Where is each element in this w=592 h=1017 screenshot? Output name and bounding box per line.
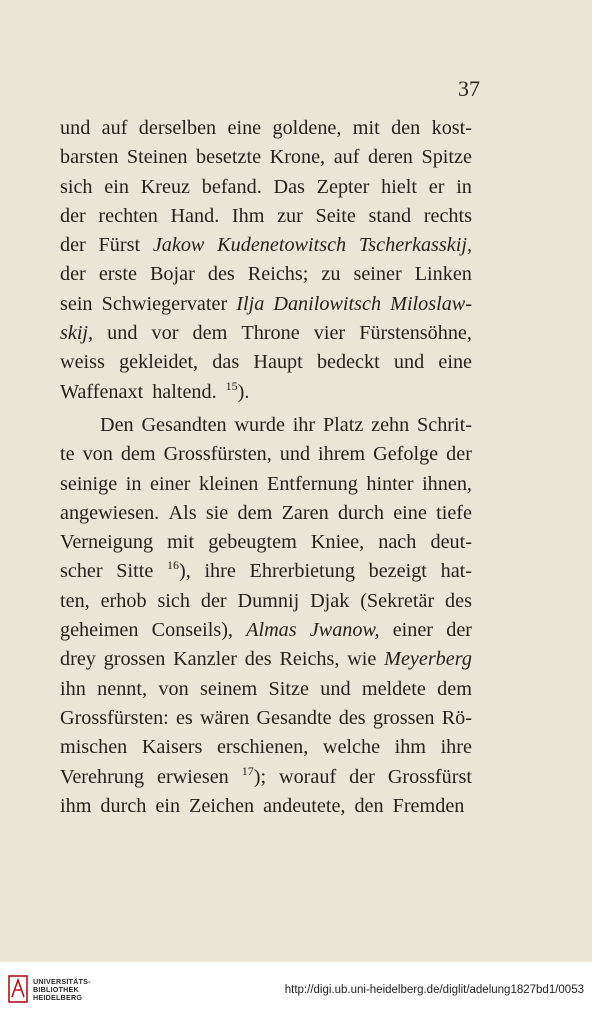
word: sie [205, 501, 229, 524]
word: eine [438, 351, 472, 374]
word: hielt [381, 175, 417, 198]
text-line [60, 792, 472, 821]
word: besetzte [196, 146, 262, 169]
word: von [82, 443, 113, 466]
body-text [60, 114, 472, 821]
word: des [338, 706, 366, 729]
text-line [60, 616, 472, 645]
word: hinter [366, 472, 414, 495]
word: drey [60, 648, 96, 671]
word: ihre [440, 736, 472, 759]
word: Reichs; [247, 263, 309, 286]
word: wie [347, 648, 377, 671]
text-line [60, 470, 472, 499]
footer-bar [0, 962, 592, 1017]
word: ihnen, [422, 472, 472, 495]
word: bezeigt [368, 560, 427, 583]
word: Danilowitsch [273, 292, 382, 315]
word: eine [393, 501, 427, 524]
word: des [207, 263, 235, 286]
page-number: 37 [458, 76, 480, 101]
word: Schrit- [417, 413, 472, 436]
word: Linken [414, 263, 472, 286]
institution-line: UNIVERSITÄTS- [33, 977, 91, 986]
word: wären [199, 706, 250, 729]
word: worauf [279, 765, 337, 788]
word: derselben [138, 117, 217, 139]
institution-name [33, 978, 91, 1002]
word: des [244, 648, 272, 671]
word: der [60, 234, 86, 257]
word: Kaisers [141, 736, 203, 759]
word: te [60, 443, 75, 466]
word: andeutete, [263, 794, 346, 817]
word: auf [101, 117, 128, 139]
word: Ihm [231, 204, 265, 227]
word: den [391, 117, 421, 139]
word: befand. [201, 175, 262, 198]
word: Conseils), [151, 619, 233, 642]
word: Djak [310, 589, 350, 612]
word: ihr [292, 413, 316, 436]
word: in [125, 472, 142, 495]
word: der [60, 263, 86, 286]
word: Kudenetowitsch [217, 234, 347, 257]
word: Rö- [441, 706, 472, 729]
word: Gesandten [141, 413, 227, 436]
text-line [60, 499, 472, 528]
word: Fürstensöhne, [359, 322, 472, 345]
word: grossen [103, 648, 166, 671]
word: ihm [60, 794, 92, 817]
word: Waffenaxt [60, 380, 144, 403]
word: des [445, 589, 472, 612]
text-line [60, 202, 472, 231]
word: Ehrerbietung [249, 560, 355, 583]
text-line [60, 378, 472, 407]
word: Steinen [126, 146, 188, 169]
word: ein [104, 175, 129, 198]
word: Gefolge [373, 443, 439, 466]
word: barsten [60, 146, 119, 169]
word: angewiesen. [60, 501, 160, 524]
word: Sitze [268, 677, 309, 700]
word: stand [368, 204, 412, 227]
word: gekleidet, [119, 351, 199, 374]
word: rechten [98, 204, 158, 227]
word: wurde [234, 413, 285, 436]
word: und [393, 351, 425, 374]
word: Als [168, 501, 197, 524]
word: und [60, 117, 91, 139]
word: erhob [100, 589, 147, 612]
word: Seite [315, 204, 356, 227]
word: Almas [246, 619, 297, 642]
word: haltend. [152, 380, 217, 403]
word: deren [368, 146, 413, 169]
word: Kniee, [310, 531, 365, 554]
text-line [60, 290, 472, 319]
word: und [107, 322, 138, 345]
word: Ilja [236, 292, 265, 315]
text-line [60, 645, 472, 674]
word: tiefe [436, 501, 472, 524]
word: $^{17}$); [241, 763, 267, 788]
word: seiner [353, 263, 402, 286]
word: der [60, 204, 86, 227]
institution-line: BIBLIOTHEK [33, 985, 79, 994]
word: und [320, 677, 351, 700]
word: (Sekretär [360, 589, 435, 612]
text-line [60, 260, 472, 289]
word: Zeichen [189, 794, 255, 817]
word: Den [100, 413, 134, 436]
word: deut- [430, 531, 472, 554]
word: goldene, [272, 117, 342, 139]
word: welche [322, 736, 381, 759]
word: Reichs, [279, 648, 340, 671]
word: zehn [371, 413, 410, 436]
word: der [200, 589, 227, 612]
word: $^{16}$), [166, 558, 191, 583]
word: Platz [322, 413, 364, 436]
text-line [60, 675, 472, 704]
word: der [446, 443, 472, 466]
source-url-link[interactable]: http://digi.ub.uni-heidelberg.de/diglit/adelung1827bd1/0053 [284, 984, 584, 996]
word: Kreuz [140, 175, 191, 198]
word: in [456, 175, 472, 198]
text-line [60, 733, 472, 762]
word: erschienen, [216, 736, 309, 759]
word: zu [321, 263, 341, 286]
text-line [60, 763, 472, 792]
word: von [158, 677, 189, 700]
word: das [212, 351, 240, 374]
word: erste [98, 263, 137, 286]
word: mischen [60, 736, 128, 759]
word: einer [392, 619, 434, 642]
text-line [60, 231, 472, 260]
word: Hand. [170, 204, 220, 227]
word: dem [437, 677, 472, 700]
word: rechts [423, 204, 472, 227]
word: Haupt [253, 351, 303, 374]
word: grossen [372, 706, 435, 729]
word: mit [352, 117, 380, 139]
text-line [60, 143, 472, 172]
word: Zaren [281, 501, 329, 524]
word: Krone, [269, 146, 326, 169]
text-line [60, 440, 472, 469]
word: skij, [60, 322, 94, 345]
word: eine [227, 117, 262, 139]
word: sich [157, 589, 190, 612]
text-line [60, 348, 472, 377]
word: Grossfürsten: [60, 706, 169, 729]
word: ihre [204, 560, 236, 583]
word: Verehrung [60, 765, 145, 788]
word: vier [313, 322, 346, 345]
word: nach [378, 531, 417, 554]
word: vor [151, 322, 179, 345]
university-seal-icon [8, 975, 28, 1003]
word: hat- [440, 560, 472, 583]
word: ihrem [318, 443, 366, 466]
word: einer [150, 472, 191, 495]
word: scher [60, 560, 103, 583]
word: ein [155, 794, 181, 817]
word: Jakow [152, 234, 205, 257]
word: durch [100, 794, 147, 817]
word: kost- [431, 117, 472, 139]
word: meldete [361, 677, 426, 700]
word: ihn [60, 677, 86, 700]
word: Miloslaw- [390, 292, 472, 315]
text-line [60, 528, 472, 557]
text-line [60, 319, 472, 348]
institution-line: HEIDELBERG [33, 993, 83, 1002]
word: erwiesen [157, 765, 229, 788]
word: Das [273, 175, 305, 198]
text-line [60, 411, 472, 440]
word: der [446, 619, 472, 642]
word: bedeckt [316, 351, 380, 374]
word: Entfernung [266, 472, 358, 495]
word: Schwiegervater [101, 292, 228, 315]
word: und [279, 443, 311, 466]
word: Grossfürst [387, 765, 472, 788]
word: zur [277, 204, 303, 227]
word: Throne [241, 322, 300, 345]
word: Gesandte [256, 706, 332, 729]
word: Dumnij [237, 589, 300, 612]
text-line [60, 587, 472, 616]
word: durch [337, 501, 384, 524]
word: ihm [394, 736, 427, 759]
word: nennt, [97, 677, 148, 700]
word: Verneigung [60, 531, 154, 554]
word: mit [167, 531, 195, 554]
text-line [60, 704, 472, 733]
word: es [175, 706, 193, 729]
word: seinige [60, 472, 118, 495]
word: Kanzler [173, 648, 237, 671]
text-line [60, 114, 472, 143]
word: kleinen [198, 472, 259, 495]
word: gebeugtem [208, 531, 297, 554]
word: den [354, 794, 384, 817]
word: dem [120, 443, 156, 466]
word: Tscherkasskij, [358, 234, 472, 257]
word: er [428, 175, 445, 198]
word: Grossfürsten, [163, 443, 272, 466]
word: der [349, 765, 375, 788]
word: sein [60, 292, 93, 315]
word: Meyerberg [384, 648, 472, 671]
word: dem [192, 322, 228, 345]
word: Zepter [316, 175, 370, 198]
word: Spitze [421, 146, 472, 169]
word: sich [60, 175, 93, 198]
word: weiss [60, 351, 105, 374]
text-line [60, 557, 472, 586]
word: Sitte [116, 560, 154, 583]
word: auf [333, 146, 360, 169]
word: Bojar [149, 263, 195, 286]
word: ten, [60, 589, 90, 612]
word: seinem [200, 677, 258, 700]
word: Fürst [98, 234, 141, 257]
word: Jwanow, [309, 619, 380, 642]
word: dem [237, 501, 273, 524]
word: Fremden [392, 794, 465, 817]
text-line [60, 173, 472, 202]
word: $^{15}$). [225, 378, 250, 403]
word: geheimen [60, 619, 139, 642]
